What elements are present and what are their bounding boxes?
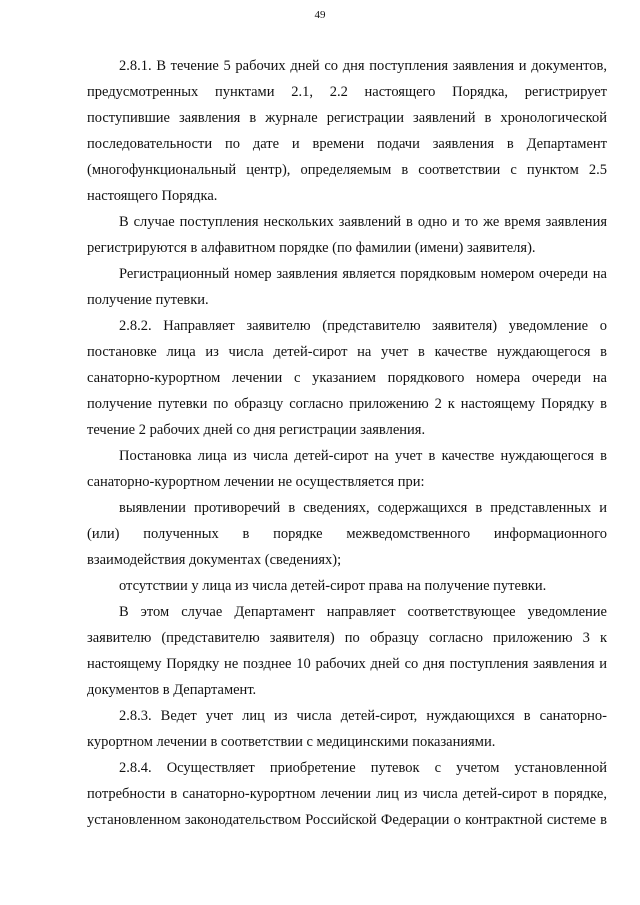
paragraph-contradictions: выявлении противоречий в сведениях, содержащихся в представленных и (или) полученных в порядке межведомственного информационного взаимодействия документах (сведениях); — [87, 500, 607, 568]
paragraph-2-8-4: 2.8.4. Осуществляет приобретение путевок с учетом установленной потребности в санаторно-курортном лечении лиц из числа детей-сирот в порядке, установленном законодательством Российской Федерации о контрактной системе в — [87, 760, 607, 828]
paragraph-no-right: отсутствии у лица из числа детей-сирот права на получение путевки. — [119, 578, 547, 594]
document-body — [87, 53, 607, 833]
paragraph-multiple-applications: В случае поступления нескольких заявлений в одно и то же время заявления регистрируются в алфавитном порядке (по фамилии (имени) заявителя). — [87, 214, 607, 256]
paragraph-notification: В этом случае Департамент направляет соответствующее уведомление заявителю (представителю заявителя) по образцу согласно приложению 3 к настоящему Порядку не позднее 10 рабочих дней со дня поступления заявления и документов в Департамент. — [87, 604, 607, 698]
paragraph-registration-refusal: Постановка лица из числа детей-сирот на учет в качестве нуждающегося в санаторно-курортном лечении не осуществляется при: — [87, 448, 607, 490]
paragraph-2-8-2: 2.8.2. Направляет заявителю (представителю заявителя) уведомление о постановке лица из числа детей-сирот на учет в качестве нуждающегося в санаторно-курортном лечении с указанием порядкового номера очереди на получение путевки по образцу согласно приложению 2 к настоящему Порядку в течение 2 рабочих дней со дня регистрации заявления. — [87, 318, 607, 438]
paragraph-2-8-1: 2.8.1. В течение 5 рабочих дней со дня поступления заявления и документов, предусмотренных пунктами 2.1, 2.2 настоящего Порядка, регистрирует поступившие заявления в журнале регистрации заявлений в хронологической последовательности по дате и времени подачи заявления в Департамент (многофункциональный центр), определяемым в соответствии с пунктом 2.5 настоящего Порядка. — [87, 58, 607, 204]
paragraph-registration-number: Регистрационный номер заявления является порядковым номером очереди на получение путевки. — [87, 266, 607, 308]
page-number: 49 — [314, 9, 326, 21]
paragraph-2-8-3: 2.8.3. Ведет учет лиц из числа детей-сирот, нуждающихся в санаторно-курортном лечении в соответствии с медицинскими показаниями. — [87, 708, 607, 750]
